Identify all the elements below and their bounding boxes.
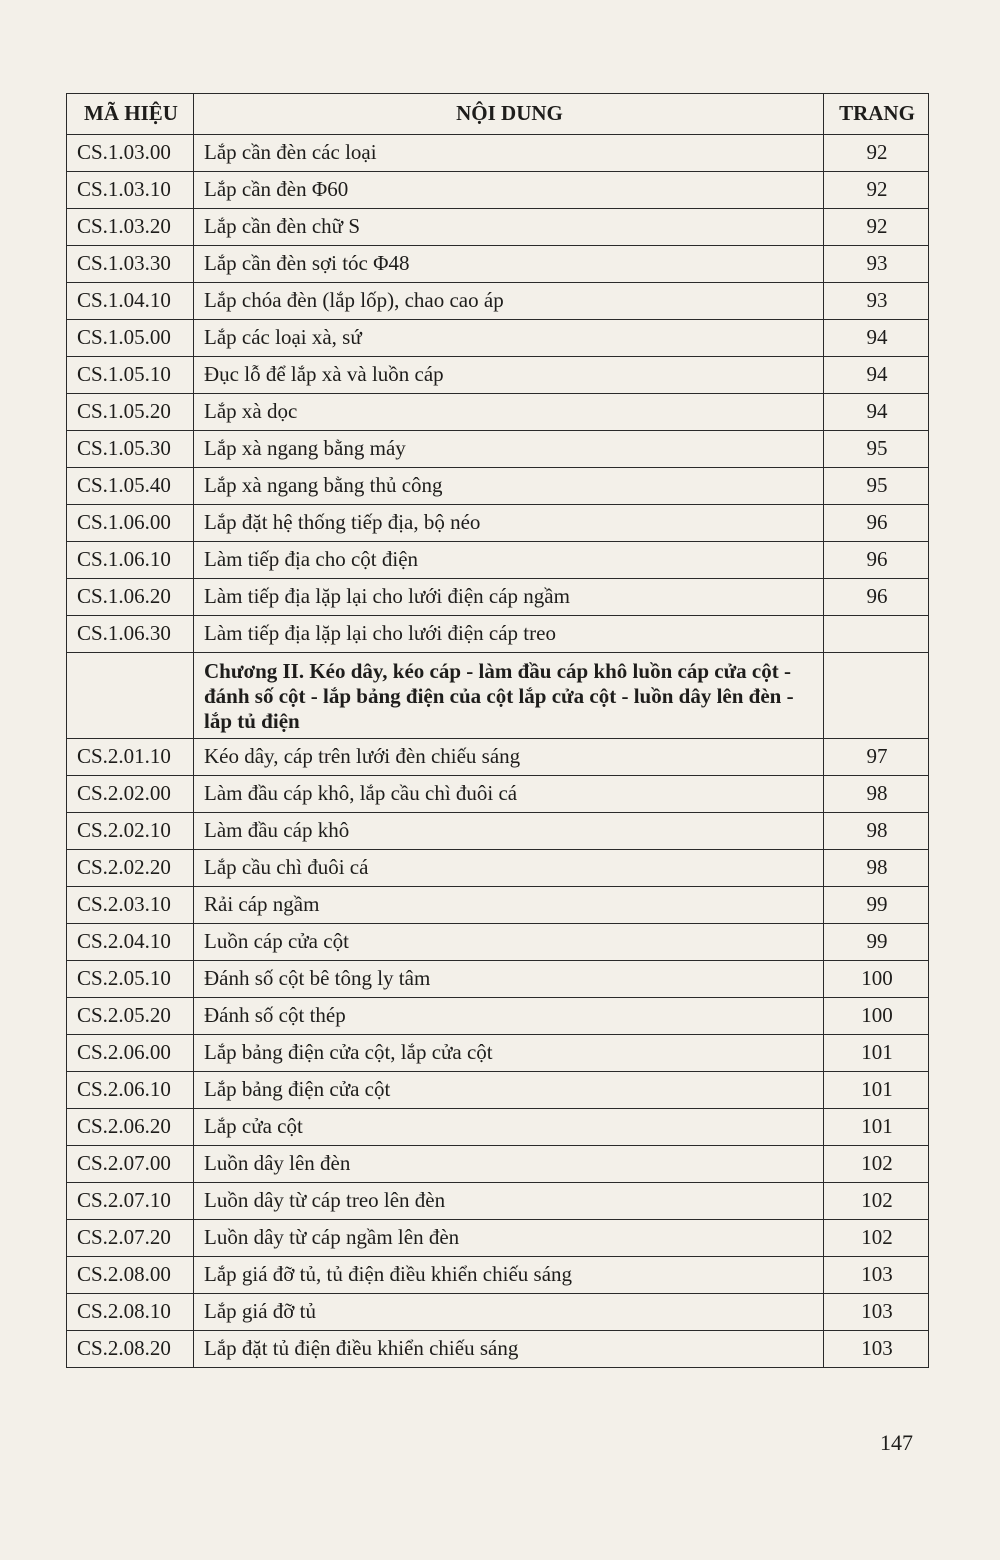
table-row — [67, 1109, 929, 1146]
row-page: 99 — [824, 924, 929, 961]
row-page: 101 — [824, 1072, 929, 1109]
row-content: Đánh số cột bê tông ly tâm — [194, 961, 824, 998]
table-row — [67, 924, 929, 961]
table-row — [67, 739, 929, 776]
row-content: Rải cáp ngầm — [194, 887, 824, 924]
row-page: 102 — [824, 1183, 929, 1220]
chapter-title: Chương II. Kéo dây, kéo cáp - làm đầu cáp khô luồn cáp cửa cột - đánh số cột - lắp bảng điện của cột lắp cửa cột - luồn dây lên đèn - lắp tủ điện — [194, 653, 824, 739]
row-code: CS.1.05.30 — [67, 431, 194, 468]
chapter-row — [67, 653, 929, 739]
row-content: Lắp xà ngang bằng máy — [194, 431, 824, 468]
table-row — [67, 394, 929, 431]
table-row — [67, 1294, 929, 1331]
table-row — [67, 1146, 929, 1183]
table-row — [67, 283, 929, 320]
row-page: 103 — [824, 1331, 929, 1368]
table-row — [67, 616, 929, 653]
row-code: CS.2.08.00 — [67, 1257, 194, 1294]
row-content: Lắp cần đèn sợi tóc Φ48 — [194, 246, 824, 283]
row-code: CS.2.01.10 — [67, 739, 194, 776]
table-row — [67, 172, 929, 209]
row-content: Lắp giá đỡ tủ — [194, 1294, 824, 1331]
row-code: CS.1.03.10 — [67, 172, 194, 209]
row-code: CS.1.03.30 — [67, 246, 194, 283]
row-code: CS.2.02.20 — [67, 850, 194, 887]
row-page: 103 — [824, 1257, 929, 1294]
row-content: Luồn dây từ cáp treo lên đèn — [194, 1183, 824, 1220]
row-page: 98 — [824, 850, 929, 887]
row-page: 94 — [824, 357, 929, 394]
row-code: CS.1.05.20 — [67, 394, 194, 431]
row-page: 101 — [824, 1109, 929, 1146]
row-content: Lắp cửa cột — [194, 1109, 824, 1146]
row-page: 98 — [824, 776, 929, 813]
row-content: Làm đầu cáp khô, lắp cầu chì đuôi cá — [194, 776, 824, 813]
row-content: Lắp chóa đèn (lắp lốp), chao cao áp — [194, 283, 824, 320]
table-row — [67, 135, 929, 172]
row-page — [824, 616, 929, 653]
row-content: Làm tiếp địa lặp lại cho lưới điện cáp ngầm — [194, 579, 824, 616]
row-code: CS.2.08.20 — [67, 1331, 194, 1368]
row-content: Đục lỗ để lắp xà và luồn cáp — [194, 357, 824, 394]
row-content: Lắp cần đèn Φ60 — [194, 172, 824, 209]
row-code — [67, 653, 194, 739]
row-code: CS.2.06.10 — [67, 1072, 194, 1109]
row-page: 100 — [824, 961, 929, 998]
row-page: 102 — [824, 1220, 929, 1257]
table-row — [67, 505, 929, 542]
row-content: Kéo dây, cáp trên lưới đèn chiếu sáng — [194, 739, 824, 776]
table-row — [67, 998, 929, 1035]
row-code: CS.1.05.00 — [67, 320, 194, 357]
row-code: CS.1.03.20 — [67, 209, 194, 246]
row-content: Lắp xà dọc — [194, 394, 824, 431]
row-content: Lắp đặt tủ điện điều khiển chiếu sáng — [194, 1331, 824, 1368]
table-row — [67, 1072, 929, 1109]
row-content: Lắp bảng điện cửa cột — [194, 1072, 824, 1109]
row-content: Lắp cần đèn chữ S — [194, 209, 824, 246]
table-row — [67, 776, 929, 813]
row-page: 96 — [824, 505, 929, 542]
header-content: NỘI DUNG — [194, 94, 824, 135]
row-page: 99 — [824, 887, 929, 924]
row-content: Lắp cần đèn các loại — [194, 135, 824, 172]
table-row — [67, 246, 929, 283]
table-row — [67, 1257, 929, 1294]
row-code: CS.1.06.20 — [67, 579, 194, 616]
row-page: 93 — [824, 246, 929, 283]
row-code: CS.2.07.10 — [67, 1183, 194, 1220]
table-row — [67, 579, 929, 616]
row-code: CS.1.04.10 — [67, 283, 194, 320]
row-code: CS.2.04.10 — [67, 924, 194, 961]
row-content: Lắp bảng điện cửa cột, lắp cửa cột — [194, 1035, 824, 1072]
row-page: 96 — [824, 542, 929, 579]
row-content: Lắp cầu chì đuôi cá — [194, 850, 824, 887]
row-content: Làm tiếp địa cho cột điện — [194, 542, 824, 579]
row-content: Đánh số cột thép — [194, 998, 824, 1035]
row-page: 94 — [824, 394, 929, 431]
table-header-row — [67, 94, 929, 135]
row-code: CS.1.06.10 — [67, 542, 194, 579]
row-code: CS.1.03.00 — [67, 135, 194, 172]
row-content: Làm đầu cáp khô — [194, 813, 824, 850]
table-row — [67, 1331, 929, 1368]
row-page: 92 — [824, 135, 929, 172]
header-page: TRANG — [824, 94, 929, 135]
table-row — [67, 887, 929, 924]
row-code: CS.1.06.30 — [67, 616, 194, 653]
row-code: CS.2.07.20 — [67, 1220, 194, 1257]
table-body — [67, 135, 929, 1368]
table-row — [67, 542, 929, 579]
table-row — [67, 209, 929, 246]
row-page: 92 — [824, 209, 929, 246]
row-code: CS.2.02.00 — [67, 776, 194, 813]
row-page: 94 — [824, 320, 929, 357]
row-page: 93 — [824, 283, 929, 320]
row-page: 95 — [824, 468, 929, 505]
table-row — [67, 320, 929, 357]
table-row — [67, 1183, 929, 1220]
row-code: CS.2.02.10 — [67, 813, 194, 850]
row-content: Luồn dây lên đèn — [194, 1146, 824, 1183]
table-of-contents — [66, 93, 929, 1368]
page-number: 147 — [880, 1430, 913, 1455]
row-content: Làm tiếp địa lặp lại cho lưới điện cáp treo — [194, 616, 824, 653]
row-content: Lắp giá đỡ tủ, tủ điện điều khiển chiếu sáng — [194, 1257, 824, 1294]
row-page: 98 — [824, 813, 929, 850]
table-row — [67, 431, 929, 468]
row-code: CS.2.06.20 — [67, 1109, 194, 1146]
row-code: CS.1.05.10 — [67, 357, 194, 394]
row-code: CS.1.05.40 — [67, 468, 194, 505]
row-code: CS.2.05.20 — [67, 998, 194, 1035]
row-content: Lắp xà ngang bằng thủ công — [194, 468, 824, 505]
row-page: 100 — [824, 998, 929, 1035]
row-code: CS.2.05.10 — [67, 961, 194, 998]
table-row — [67, 850, 929, 887]
row-page: 96 — [824, 579, 929, 616]
header-code: MÃ HIỆU — [67, 94, 194, 135]
row-page — [824, 653, 929, 739]
row-code: CS.1.06.00 — [67, 505, 194, 542]
table-row — [67, 1035, 929, 1072]
row-code: CS.2.07.00 — [67, 1146, 194, 1183]
row-page: 103 — [824, 1294, 929, 1331]
row-page: 102 — [824, 1146, 929, 1183]
table-row — [67, 357, 929, 394]
row-code: CS.2.06.00 — [67, 1035, 194, 1072]
row-code: CS.2.03.10 — [67, 887, 194, 924]
table-row — [67, 1220, 929, 1257]
row-page: 97 — [824, 739, 929, 776]
row-page: 101 — [824, 1035, 929, 1072]
row-content: Lắp đặt hệ thống tiếp địa, bộ néo — [194, 505, 824, 542]
row-code: CS.2.08.10 — [67, 1294, 194, 1331]
table-row — [67, 468, 929, 505]
row-page: 95 — [824, 431, 929, 468]
table-row — [67, 961, 929, 998]
row-content: Lắp các loại xà, sứ — [194, 320, 824, 357]
table-row — [67, 813, 929, 850]
row-page: 92 — [824, 172, 929, 209]
row-content: Luồn dây từ cáp ngầm lên đèn — [194, 1220, 824, 1257]
row-content: Luồn cáp cửa cột — [194, 924, 824, 961]
